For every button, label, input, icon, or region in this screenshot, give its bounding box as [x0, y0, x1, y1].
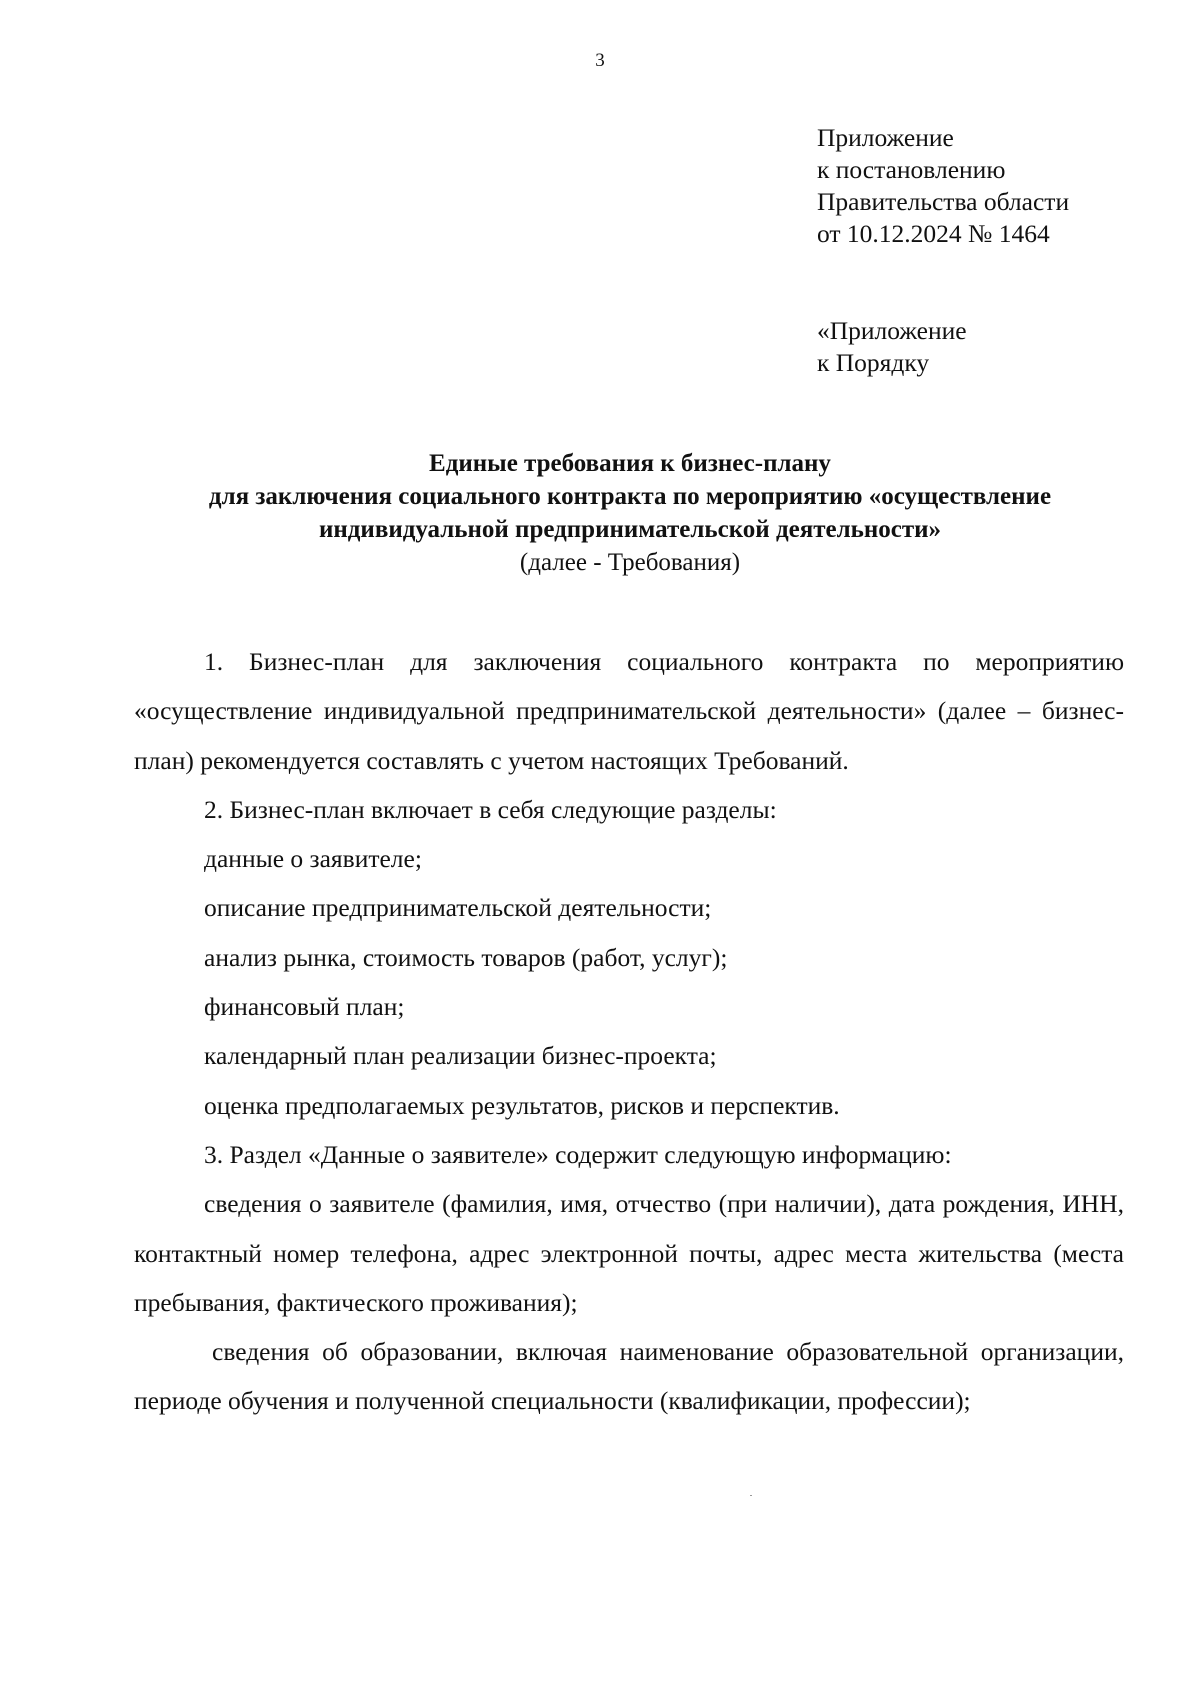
applicant-info-item: сведения о заявителе (фамилия, имя, отчество (при наличии), дата рождения, ИНН, контактный номер телефона, адрес электронной почты, адрес места жительства (места пребывания, фактического проживания);	[134, 1189, 1124, 1317]
appendix-line: Приложение	[817, 123, 954, 152]
paragraph-2: 2. Бизнес-план включает в себя следующие разделы:	[204, 794, 777, 824]
title-line: Единые требования к бизнес-плану	[429, 450, 831, 477]
paragraph-3: 3. Раздел «Данные о заявителе» содержит следующую информацию:	[204, 1139, 952, 1169]
page-number: 3	[595, 50, 605, 71]
title-line: для заключения социального контракта по мероприятию «осуществление	[208, 483, 1052, 510]
document-body	[134, 637, 1124, 1426]
appendix-line: «Приложение	[817, 316, 967, 345]
appendix-note-order	[817, 315, 967, 379]
scan-speck	[750, 1495, 752, 1496]
title-line: индивидуальной предпринимательской деятельности»	[318, 516, 942, 543]
section-item: анализ рынка, стоимость товаров (работ, услуг);	[204, 942, 728, 972]
title-subtitle: (далее - Требования)	[519, 549, 741, 576]
appendix-line: к постановлению	[817, 155, 1006, 184]
section-item: финансовый план;	[204, 992, 405, 1022]
appendix-line: к Порядку	[817, 348, 930, 377]
section-item: данные о заявителе;	[204, 844, 422, 874]
paragraph-1: 1. Бизнес-план для заключения социального контракта по мероприятию «осуществление индивидуальной предпринимательской деятельности» (далее – бизнес-план) рекомендуется составлять с учетом настоящих Требований.	[134, 647, 1124, 775]
section-item: описание предпринимательской деятельности;	[204, 893, 712, 923]
appendix-line: от 10.12.2024 № 1464	[817, 219, 1050, 248]
appendix-line: Правительства области	[817, 187, 1070, 216]
section-item: оценка предполагаемых результатов, рисков и перспектив.	[204, 1090, 840, 1120]
section-item: календарный план реализации бизнес-проекта;	[204, 1041, 717, 1071]
appendix-note-resolution	[817, 122, 1069, 250]
education-info-item: сведения об образовании, включая наименование образовательной организации, периоде обучения и полученной специальности (квалификации, профессии);	[134, 1337, 1124, 1416]
document-title	[100, 447, 1160, 579]
